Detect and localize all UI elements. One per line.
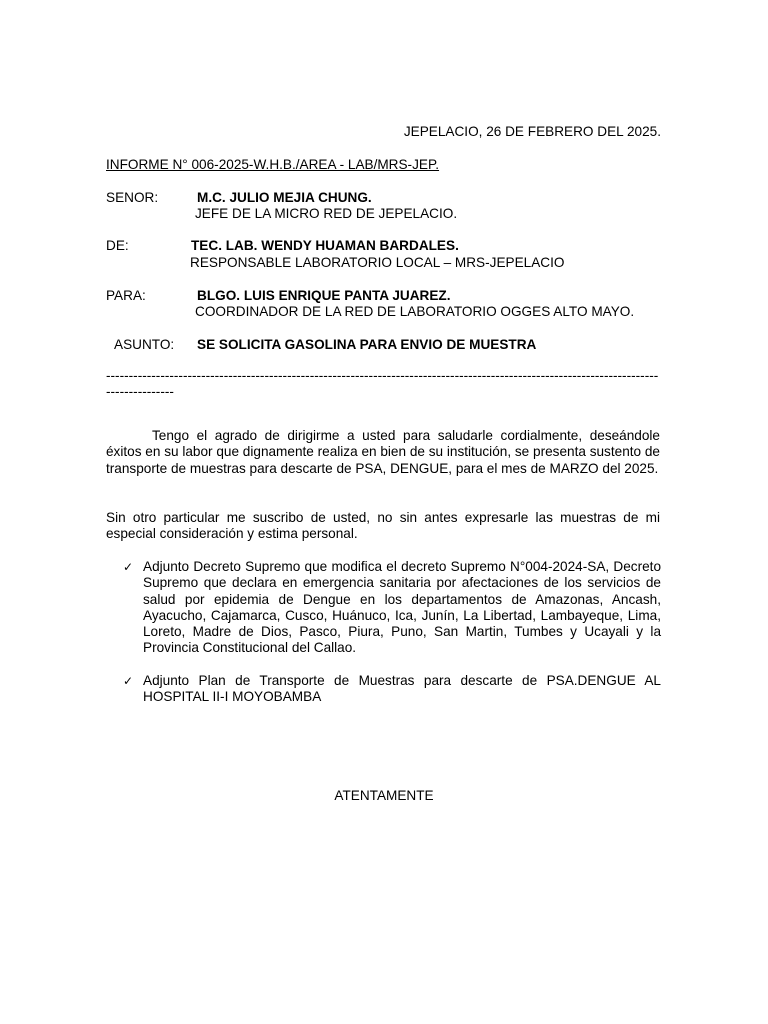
asunto-label: ASUNTO: <box>114 337 175 352</box>
attachment-item <box>123 559 661 657</box>
body-paragraph-1: Tengo el agrado de dirigirme a usted para saludarle cordialmente, deseándole éxitos en su labor que dignamente realiza en bien de su institución, se presenta sustento de transporte de muestras para descarte de PSA, DENGUE, para el mes de MARZO del 2025. <box>106 428 660 476</box>
informe-reference: INFORME N° 006-2025-W.H.B./AREA - LAB/MRS-JEP. <box>106 157 440 172</box>
closing-salutation: ATENTAMENTE <box>334 788 434 803</box>
attachment-item <box>123 673 661 706</box>
para-label: PARA: <box>106 288 146 303</box>
body-paragraph-2: Sin otro particular me suscribo de usted, no sin antes expresarle las muestras de mi especial consideración y estima personal. <box>106 510 660 542</box>
asunto-text: SE SOLICITA GASOLINA PARA ENVIO DE MUESTRA <box>197 337 537 352</box>
date-line: JEPELACIO, 26 DE FEBRERO DEL 2025. <box>403 124 661 139</box>
attachment-text: Adjunto Decreto Supremo que modifica el decreto Supremo N°004-2024-SA, Decreto Supremo que declara en emergencia sanitaria por afectaciones de los servicios de salud por epidemia de Dengue en los departamentos de Amazonas, Ancash, Ayacucho, Cajamarca, Cusco, Huánuco, Ica, Junín, La Libertad, Lambayeque, Lima, Loreto, Madre de Dios, Pasco, Piura, Puno, San Martin, Tumbes y Ucayali y la Provincia Constitucional del Callao. <box>143 559 661 656</box>
de-name: TEC. LAB. WENDY HUAMAN BARDALES. <box>191 238 459 253</box>
de-role: RESPONSABLE LABORATORIO LOCAL – MRS-JEPELACIO <box>190 255 565 270</box>
senor-name: M.C. JULIO MEJIA CHUNG. <box>197 190 372 205</box>
para-role: COORDINADOR DE LA RED DE LABORATORIO OGGES ALTO MAYO. <box>195 304 635 319</box>
de-label: DE: <box>106 238 129 253</box>
check-mark-icon: ✓ <box>123 674 134 688</box>
separator-line: ----------------------------------------------------------------------------------------------------------------------------------------- <box>106 368 659 399</box>
para-name: BLGO. LUIS ENRIQUE PANTA JUAREZ. <box>197 288 451 303</box>
senor-role: JEFE DE LA MICRO RED DE JEPELACIO. <box>195 206 458 221</box>
check-mark-icon: ✓ <box>123 560 134 574</box>
senor-label: SENOR: <box>106 190 159 205</box>
attachment-text: Adjunto Plan de Transporte de Muestras para descarte de PSA.DENGUE AL HOSPITAL II-I MOYOBAMBA <box>143 673 661 705</box>
